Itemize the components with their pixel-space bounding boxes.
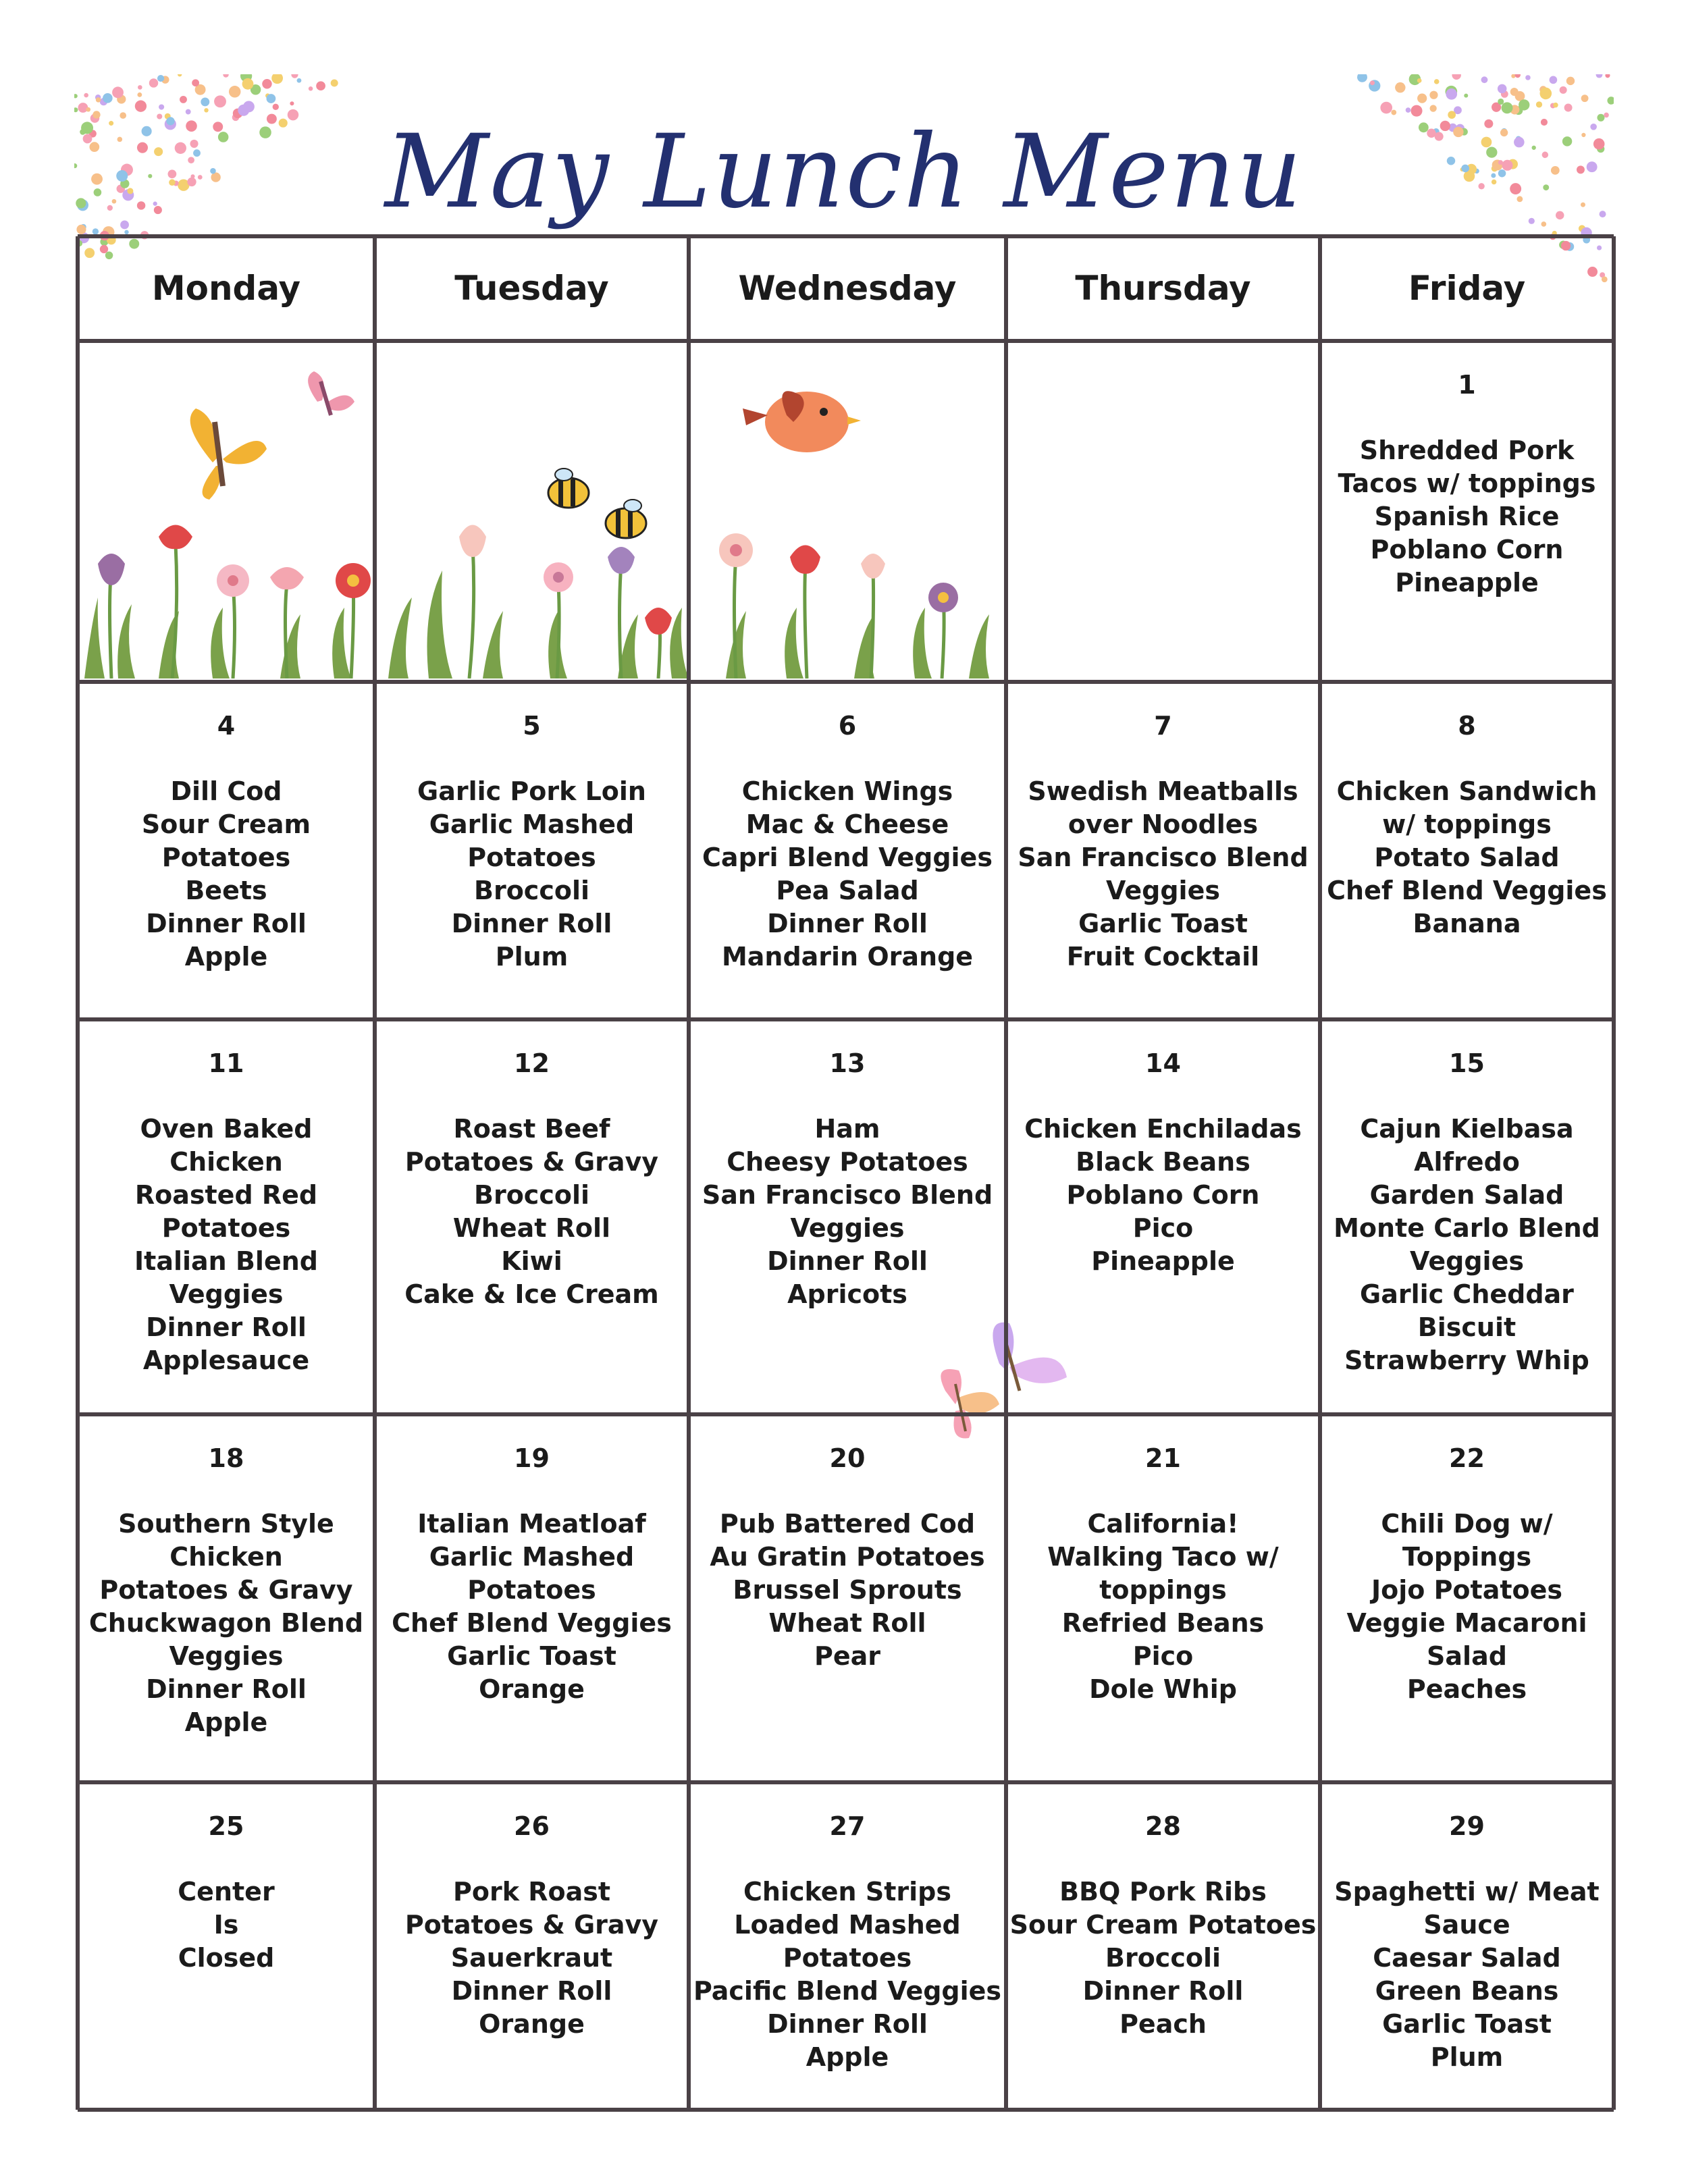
menu-item: Dinner Roll bbox=[767, 2009, 928, 2039]
menu-item: Tacos w/ toppings bbox=[1338, 469, 1596, 498]
weekday-header-tuesday: Tuesday bbox=[454, 269, 609, 308]
menu-item: Poblano Corn bbox=[1066, 1180, 1260, 1210]
menu-day-cell bbox=[78, 1414, 375, 1782]
floral-dot bbox=[1515, 74, 1521, 78]
floral-dot bbox=[1566, 77, 1575, 85]
menu-item: Veggies bbox=[790, 1213, 905, 1243]
floral-dot bbox=[242, 78, 254, 90]
menu-day-cell bbox=[1320, 1782, 1614, 2110]
day-number: 19 bbox=[514, 1443, 550, 1473]
day-number: 21 bbox=[1145, 1443, 1181, 1473]
menu-day-cell bbox=[1320, 1414, 1614, 1782]
bee-icon bbox=[548, 469, 589, 508]
floral-dot bbox=[229, 86, 241, 98]
menu-items bbox=[1320, 1113, 1614, 1377]
day-number: 7 bbox=[1154, 711, 1172, 741]
menu-item: Garlic Pork Loin bbox=[417, 776, 646, 806]
menu-item: California! bbox=[1087, 1509, 1239, 1539]
floral-dot bbox=[331, 79, 338, 86]
menu-item: Pub Battered Cod bbox=[719, 1509, 976, 1539]
day-number: 29 bbox=[1449, 1811, 1485, 1841]
menu-item: Veggie Macaroni bbox=[1346, 1608, 1587, 1638]
menu-item: Poblano Corn bbox=[1370, 535, 1564, 564]
menu-item: Dole Whip bbox=[1089, 1674, 1237, 1704]
day-number: 20 bbox=[829, 1443, 866, 1473]
menu-item: Potatoes bbox=[161, 843, 291, 872]
floral-dot bbox=[1357, 74, 1367, 82]
menu-item: Pear bbox=[814, 1641, 880, 1671]
weekday-header-monday: Monday bbox=[151, 269, 301, 308]
menu-item: Potatoes & Gravy bbox=[99, 1575, 353, 1605]
menu-item: Potatoes bbox=[467, 843, 596, 872]
menu-day-cell bbox=[1320, 682, 1614, 1019]
menu-item: Dinner Roll bbox=[767, 1246, 928, 1276]
menu-item: Chef Blend Veggies bbox=[1327, 876, 1607, 905]
menu-item: Strawberry Whip bbox=[1344, 1346, 1589, 1375]
menu-item: Chicken Sandwich bbox=[1336, 776, 1598, 806]
butterfly-icon bbox=[308, 371, 354, 415]
menu-item: Salad bbox=[1427, 1641, 1507, 1671]
floral-dot bbox=[1417, 78, 1422, 83]
floral-dot bbox=[178, 74, 182, 76]
menu-item: Jojo Potatoes bbox=[1371, 1575, 1563, 1605]
floral-dot bbox=[1452, 74, 1460, 80]
menu-item: Center bbox=[178, 1877, 275, 1907]
menu-item: Dinner Roll bbox=[146, 909, 307, 938]
menu-item: Chicken Enchiladas bbox=[1024, 1114, 1302, 1144]
menu-day-cell bbox=[78, 1782, 375, 2110]
floral-dot bbox=[1395, 82, 1405, 92]
menu-item: Garlic Toast bbox=[447, 1641, 616, 1671]
floral-dot bbox=[1464, 94, 1468, 98]
day-number: 6 bbox=[838, 711, 857, 741]
floral-dot bbox=[1498, 84, 1507, 94]
menu-item: Sauerkraut bbox=[450, 1943, 613, 1973]
floral-dot bbox=[1370, 80, 1375, 85]
menu-item: Biscuit bbox=[1417, 1312, 1516, 1342]
day-number: 18 bbox=[208, 1443, 244, 1473]
weekday-header-wednesday: Wednesday bbox=[738, 269, 957, 308]
menu-items bbox=[1320, 434, 1614, 600]
menu-item: Oven Baked bbox=[140, 1114, 313, 1144]
butterfly-icon bbox=[993, 1323, 1067, 1391]
menu-items bbox=[1320, 1875, 1614, 2074]
menu-day-cell bbox=[375, 1782, 689, 2110]
floral-dot bbox=[192, 79, 199, 86]
menu-item: Dinner Roll bbox=[451, 1976, 612, 2006]
menu-items bbox=[78, 1113, 375, 1377]
menu-items bbox=[375, 1113, 689, 1311]
weekday-header-thursday: Thursday bbox=[1075, 269, 1251, 308]
floral-dot bbox=[291, 74, 298, 78]
menu-item: Chuckwagon Blend bbox=[88, 1608, 364, 1638]
menu-item: Plum bbox=[1430, 2042, 1504, 2072]
menu-item: Toppings bbox=[1402, 1542, 1532, 1572]
menu-item: Roasted Red bbox=[134, 1180, 318, 1210]
menu-item: Peaches bbox=[1406, 1674, 1527, 1704]
menu-item: Is bbox=[213, 1910, 239, 1940]
menu-item: Brussel Sprouts bbox=[733, 1575, 962, 1605]
menu-item: Dill Cod bbox=[170, 776, 282, 806]
menu-item: Chicken Strips bbox=[743, 1877, 951, 1907]
page-title: May Lunch Menu bbox=[384, 113, 1304, 231]
floral-dot bbox=[149, 78, 158, 87]
menu-item: w/ toppings bbox=[1382, 809, 1552, 839]
menu-item: Broccoli bbox=[473, 1180, 590, 1210]
day-number: 15 bbox=[1449, 1048, 1485, 1078]
menu-item: toppings bbox=[1099, 1575, 1227, 1605]
menu-day-cell bbox=[375, 682, 689, 1019]
floral-dot bbox=[297, 78, 302, 83]
menu-items bbox=[689, 1508, 1006, 1673]
menu-item: Green Beans bbox=[1375, 1976, 1559, 2006]
menu-item: Plum bbox=[495, 942, 569, 971]
menu-item: Veggies bbox=[1106, 876, 1220, 905]
menu-item: Veggies bbox=[169, 1641, 284, 1671]
menu-item: Chicken bbox=[169, 1147, 283, 1177]
menu-item: Closed bbox=[178, 1943, 275, 1973]
menu-item: Caesar Salad bbox=[1373, 1943, 1561, 1973]
menu-item: Mandarin Orange bbox=[721, 942, 974, 971]
menu-day-cell bbox=[689, 1782, 1006, 2110]
menu-item: Beets bbox=[185, 876, 267, 905]
menu-item: Italian Meatloaf bbox=[417, 1509, 646, 1539]
floral-dot bbox=[1596, 74, 1603, 78]
menu-item: Swedish Meatballs bbox=[1028, 776, 1298, 806]
menu-item: Garlic Toast bbox=[1382, 2009, 1552, 2039]
menu-item: Potatoes & Gravy bbox=[404, 1910, 659, 1940]
menu-item: Monte Carlo Blend bbox=[1334, 1213, 1600, 1243]
menu-item: Dinner Roll bbox=[1082, 1976, 1244, 2006]
butterfly-icon bbox=[941, 1369, 999, 1439]
menu-item: Dinner Roll bbox=[146, 1312, 307, 1342]
menu-item: Veggies bbox=[1410, 1246, 1524, 1276]
garden-illustration bbox=[78, 341, 1006, 678]
day-number: 11 bbox=[208, 1048, 244, 1078]
menu-day-cell bbox=[78, 682, 375, 1019]
menu-item: Dinner Roll bbox=[451, 909, 612, 938]
menu-items bbox=[1006, 1113, 1320, 1278]
menu-item: Loaded Mashed bbox=[734, 1910, 961, 1940]
menu-day-cell bbox=[1320, 341, 1614, 682]
menu-item: Apple bbox=[184, 1707, 268, 1737]
menu-item: Peach bbox=[1119, 2009, 1207, 2039]
menu-item: Sauce bbox=[1423, 1910, 1510, 1940]
menu-item: over Noodles bbox=[1067, 809, 1259, 839]
menu-items bbox=[1006, 775, 1320, 974]
menu-item: Wheat Roll bbox=[452, 1213, 611, 1243]
menu-items bbox=[689, 1875, 1006, 2074]
menu-items bbox=[1006, 1508, 1320, 1706]
menu-day-cell bbox=[1006, 1782, 1320, 2110]
menu-item: Orange bbox=[479, 2009, 585, 2039]
menu-item: Potato Salad bbox=[1374, 843, 1560, 872]
menu-day-cell bbox=[1006, 682, 1320, 1019]
floral-dot bbox=[1605, 74, 1610, 78]
menu-item: Au Gratin Potatoes bbox=[710, 1542, 985, 1572]
menu-item: Italian Blend bbox=[134, 1246, 318, 1276]
day-number: 27 bbox=[829, 1811, 866, 1841]
menu-item: Chicken Wings bbox=[741, 776, 953, 806]
menu-item: Refried Beans bbox=[1061, 1608, 1265, 1638]
menu-item: Potatoes bbox=[783, 1943, 912, 1973]
flower-garden-icon bbox=[84, 525, 989, 679]
menu-items bbox=[1006, 1875, 1320, 2041]
day-number: 25 bbox=[208, 1811, 244, 1841]
day-number: 1 bbox=[1458, 370, 1476, 400]
menu-item: Kiwi bbox=[501, 1246, 562, 1276]
menu-item: Apple bbox=[184, 942, 268, 971]
menu-item: Pineapple bbox=[1395, 568, 1539, 597]
menu-item: Garlic Toast bbox=[1078, 909, 1248, 938]
menu-day-cell bbox=[689, 682, 1006, 1019]
menu-item: Pineapple bbox=[1091, 1246, 1235, 1276]
menu-items bbox=[1320, 775, 1614, 940]
menu-item: Capri Blend Veggies bbox=[702, 843, 993, 872]
menu-item: Dinner Roll bbox=[146, 1674, 307, 1704]
menu-item: Veggies bbox=[169, 1279, 284, 1309]
menu-item: Pico bbox=[1132, 1641, 1194, 1671]
menu-item: Cajun Kielbasa bbox=[1360, 1114, 1574, 1144]
menu-item: Spaghetti w/ Meat bbox=[1334, 1877, 1600, 1907]
menu-item: Chef Blend Veggies bbox=[392, 1608, 672, 1638]
menu-item: Chili Dog w/ bbox=[1381, 1509, 1553, 1539]
menu-item: Cake & Ice Cream bbox=[404, 1279, 659, 1309]
day-number: 8 bbox=[1458, 711, 1476, 741]
menu-item: Ham bbox=[814, 1114, 880, 1144]
floral-dot bbox=[1560, 86, 1567, 94]
menu-item: Alfredo bbox=[1414, 1147, 1520, 1177]
menu-item: Sour Cream bbox=[141, 809, 311, 839]
floral-dot bbox=[1481, 76, 1488, 83]
menu-item: Broccoli bbox=[473, 876, 590, 905]
day-number: 14 bbox=[1145, 1048, 1181, 1078]
day-number: 26 bbox=[514, 1811, 550, 1841]
floral-dot bbox=[137, 92, 142, 97]
menu-items bbox=[689, 1113, 1006, 1311]
menu-item: Potatoes & Gravy bbox=[404, 1147, 659, 1177]
menu-item: Roast Beef bbox=[453, 1114, 610, 1144]
menu-item: Southern Style bbox=[118, 1509, 334, 1539]
floral-dot bbox=[1446, 88, 1457, 100]
menu-item: Potatoes bbox=[161, 1213, 291, 1243]
floral-dot bbox=[309, 86, 313, 91]
menu-item: Pacific Blend Veggies bbox=[693, 1976, 1002, 2006]
floral-dot bbox=[157, 75, 164, 82]
floral-dot bbox=[262, 79, 271, 88]
day-number: 4 bbox=[217, 711, 236, 741]
day-number: 5 bbox=[523, 711, 541, 741]
menu-items bbox=[78, 775, 375, 974]
menu-items bbox=[375, 775, 689, 974]
floral-dot bbox=[223, 74, 228, 78]
menu-item: Shredded Pork bbox=[1359, 435, 1575, 465]
menu-item: Garlic Cheddar bbox=[1360, 1279, 1574, 1309]
day-number: 28 bbox=[1145, 1811, 1181, 1841]
menu-item: Mac & Cheese bbox=[745, 809, 949, 839]
weekday-header-friday: Friday bbox=[1408, 269, 1526, 308]
menu-item: Pork Roast bbox=[453, 1877, 610, 1907]
menu-item: Cheesy Potatoes bbox=[727, 1147, 968, 1177]
menu-item: Garden Salad bbox=[1369, 1180, 1564, 1210]
menu-day-cell bbox=[375, 1414, 689, 1782]
floral-dot bbox=[1550, 76, 1558, 84]
menu-item: Apple bbox=[806, 2042, 889, 2072]
menu-day-cell bbox=[1320, 1019, 1614, 1414]
menu-item: Applesauce bbox=[142, 1346, 310, 1375]
floral-dot bbox=[1434, 79, 1440, 84]
menu-item: San Francisco Blend bbox=[702, 1180, 993, 1210]
menu-items bbox=[1320, 1508, 1614, 1706]
menu-item: Wheat Roll bbox=[768, 1608, 926, 1638]
menu-items bbox=[375, 1508, 689, 1706]
floral-dot bbox=[316, 81, 325, 90]
menu-items bbox=[375, 1875, 689, 2041]
menu-item: Walking Taco w/ bbox=[1047, 1542, 1279, 1572]
menu-item: Pea Salad bbox=[776, 876, 919, 905]
menu-item: Garlic Mashed bbox=[429, 809, 635, 839]
bird-icon bbox=[743, 391, 861, 452]
menu-item: Sour Cream Potatoes bbox=[1009, 1910, 1317, 1940]
menu-item: Potatoes bbox=[467, 1575, 596, 1605]
menu-items bbox=[689, 775, 1006, 974]
menu-day-cell bbox=[375, 1019, 689, 1414]
menu-item: Fruit Cocktail bbox=[1066, 942, 1260, 971]
day-number: 12 bbox=[514, 1048, 550, 1078]
menu-item: Banana bbox=[1413, 909, 1521, 938]
menu-items bbox=[78, 1508, 375, 1739]
bee-icon bbox=[606, 500, 646, 538]
menu-item: Black Beans bbox=[1076, 1147, 1250, 1177]
day-number: 22 bbox=[1449, 1443, 1485, 1473]
butterfly-icon bbox=[190, 408, 267, 500]
floral-dot bbox=[1540, 88, 1552, 100]
menu-item: Chicken bbox=[169, 1542, 283, 1572]
day-number: 13 bbox=[829, 1048, 866, 1078]
butterflies-decoration bbox=[918, 1296, 1094, 1472]
floral-dot bbox=[1525, 75, 1531, 80]
floral-dot bbox=[112, 86, 124, 98]
menu-item: Apricots bbox=[787, 1279, 907, 1309]
menu-item: Spanish Rice bbox=[1374, 502, 1560, 531]
floral-dot bbox=[74, 94, 78, 98]
floral-dot bbox=[138, 85, 142, 90]
menu-item: Orange bbox=[479, 1674, 585, 1704]
menu-item: Pico bbox=[1132, 1213, 1194, 1243]
menu-item: BBQ Pork Ribs bbox=[1059, 1877, 1267, 1907]
menu-items bbox=[78, 1875, 375, 1975]
floral-dot bbox=[271, 74, 283, 84]
menu-item: Dinner Roll bbox=[767, 909, 928, 938]
menu-item: Broccoli bbox=[1105, 1943, 1221, 1973]
floral-dot bbox=[1429, 91, 1438, 99]
menu-item: Garlic Mashed bbox=[429, 1542, 635, 1572]
floral-dot bbox=[84, 93, 88, 98]
menu-day-cell bbox=[78, 1019, 375, 1414]
menu-item: San Francisco Blend bbox=[1018, 843, 1309, 872]
